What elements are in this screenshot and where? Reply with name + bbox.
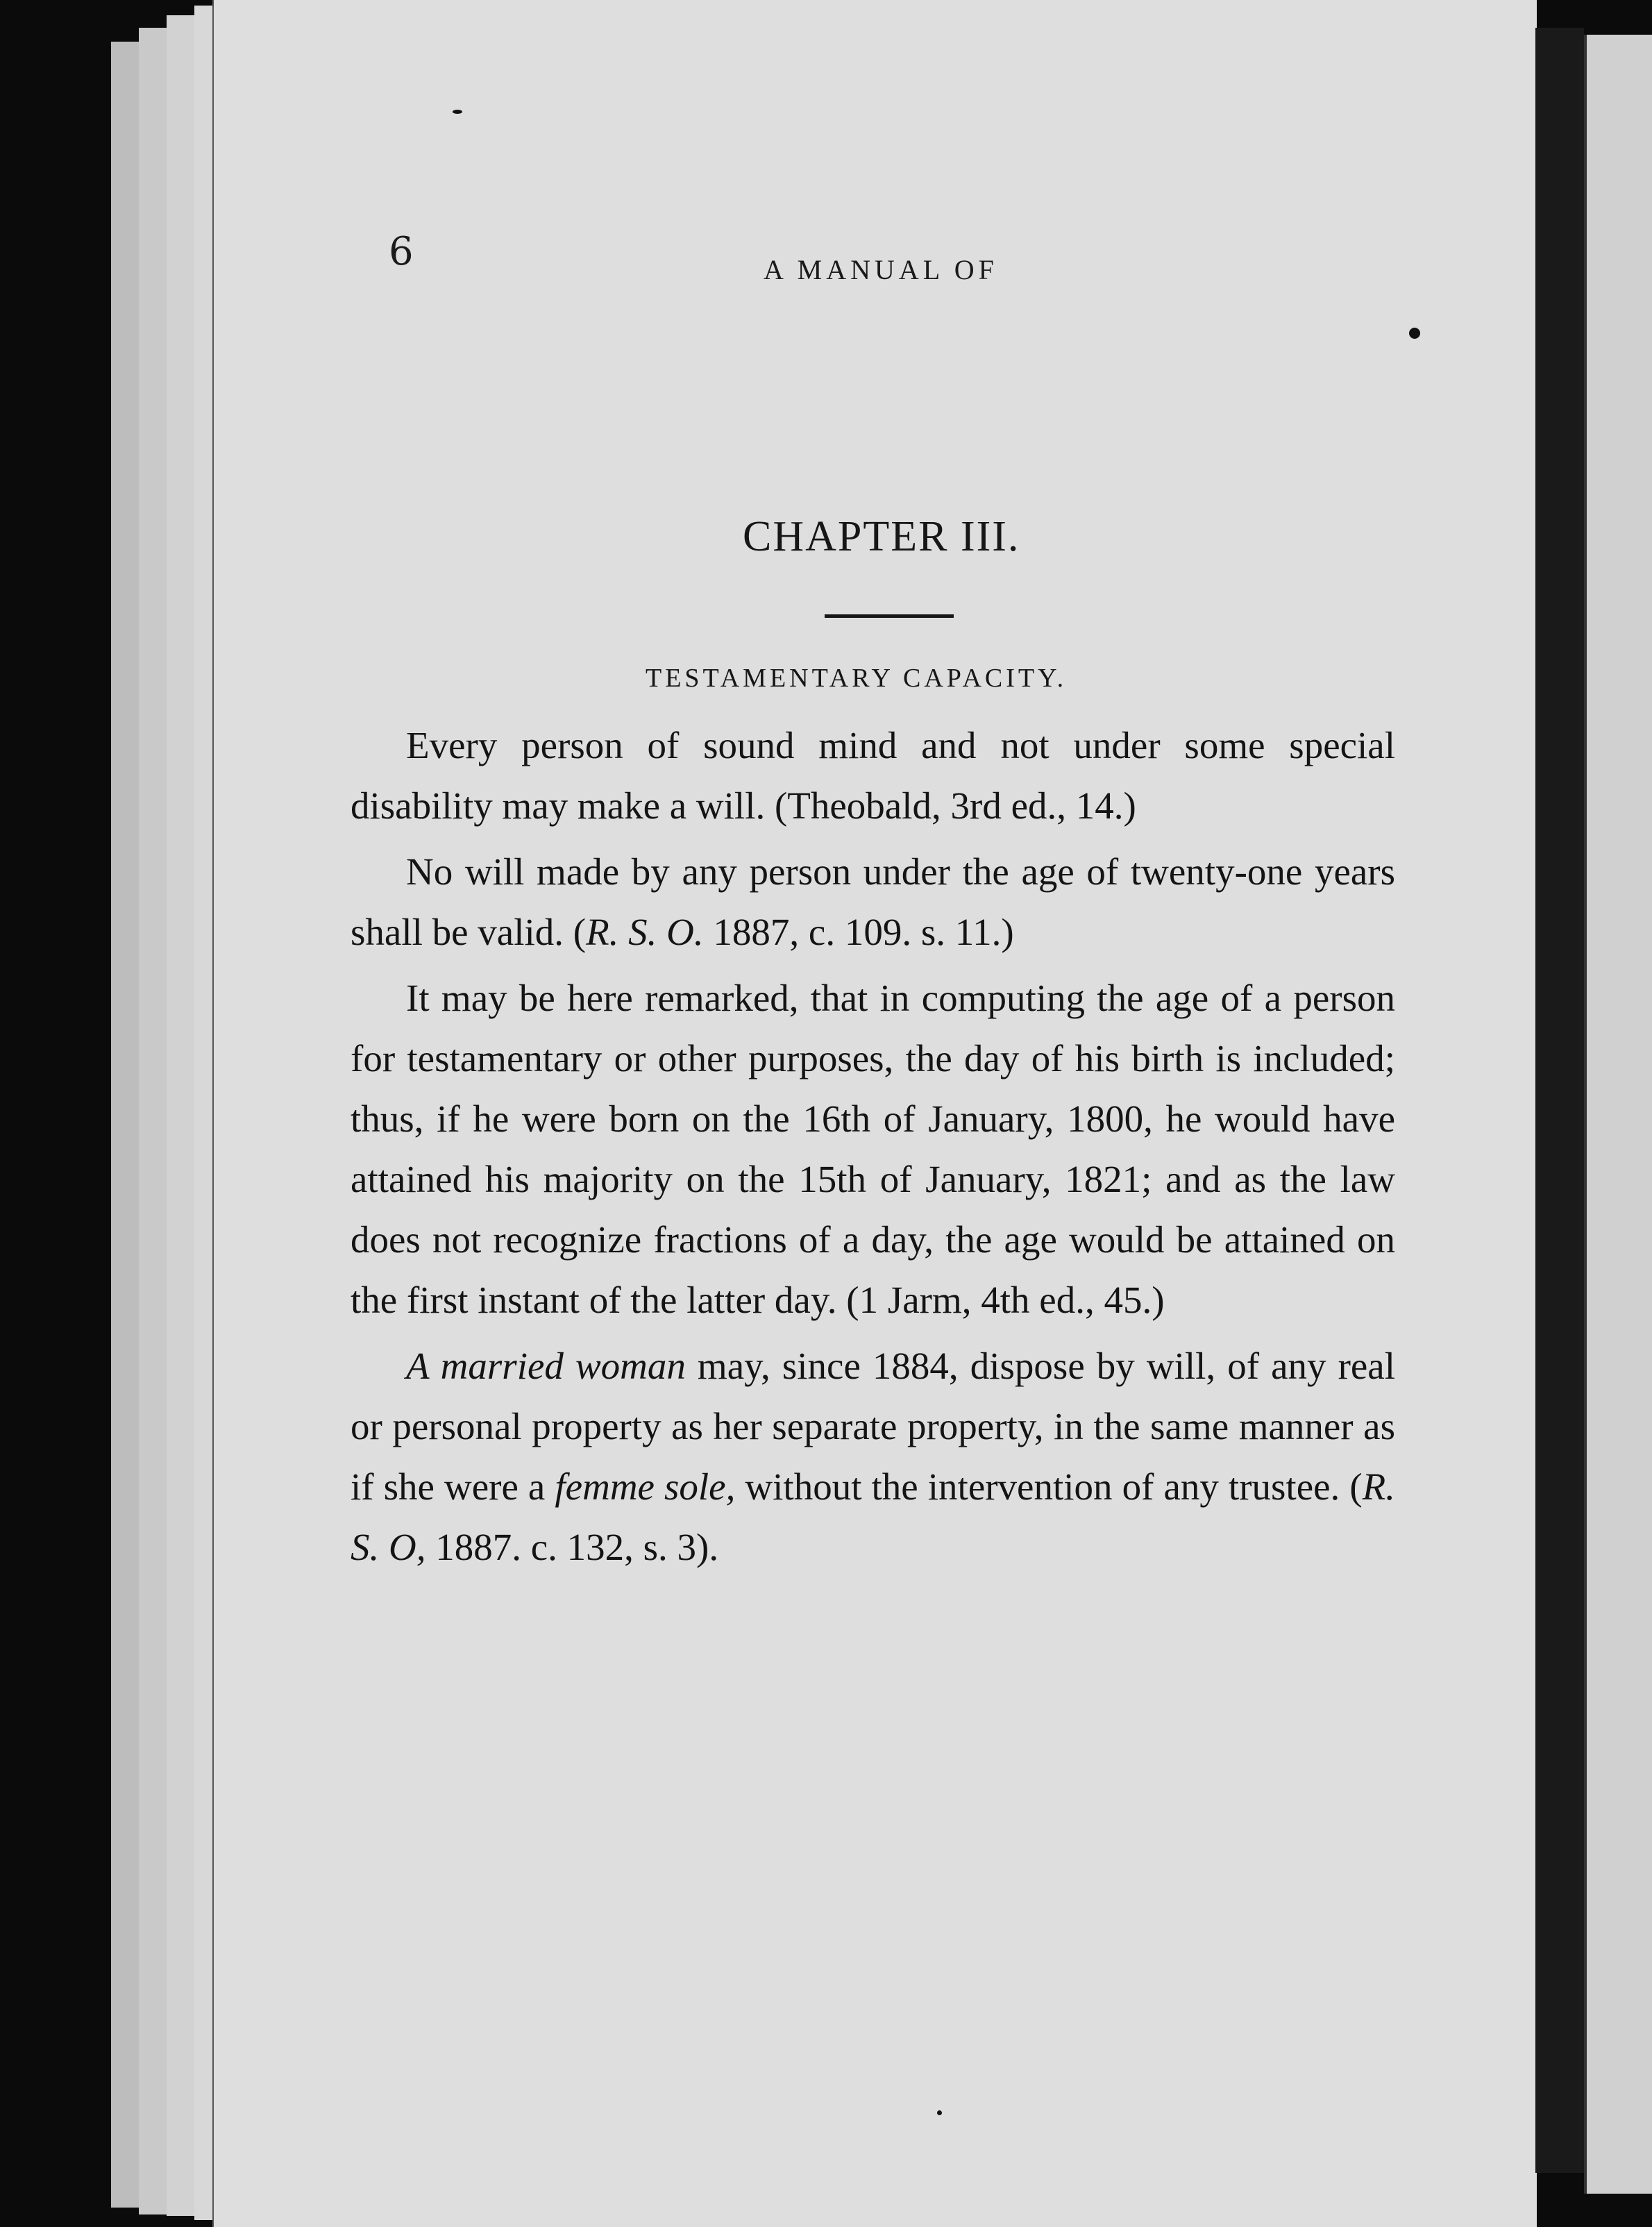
- facing-page-edge: [1584, 35, 1652, 2194]
- running-head: A MANUAL OF: [764, 254, 998, 285]
- body-text: [351, 715, 1395, 1583]
- paragraph-4: [351, 1336, 1395, 1577]
- paragraph-4-lead: A married woman: [406, 1345, 686, 1387]
- paragraph-3: It may be here remarked, that in computing the age of a person for testamentary or other purposes, the day of his birth is included; thus, if he were born on the 16th of January, 1800, he would have attained his majority on the 15th of January, 1821; and as the law does not recognize fractions of a day, the age would be attained on the first instant of the latter day. (1 Jarm, 4th ed., 45.): [351, 977, 1395, 1321]
- chapter-rule: [825, 614, 954, 618]
- page-edge: [167, 15, 196, 2216]
- page-edge: [111, 42, 141, 2208]
- binding-gutter: [1535, 28, 1584, 2173]
- paragraph-4-mid: without the intervention of any trustee. (: [735, 1465, 1363, 1508]
- paragraph-2: [351, 841, 1395, 962]
- paragraph-2-tail: 1887, c. 109. s. 11.): [703, 911, 1014, 953]
- paragraph-2-text: No will made by any person under the age of twenty-one years shall be valid. (: [351, 850, 1395, 953]
- paragraph-1: Every person of sound mind and not under some special disability may make a will. (Theobald, 3rd ed., 14.): [351, 724, 1395, 827]
- citation-rso: R. S. O,: [351, 1465, 1396, 1568]
- page-edge: [139, 28, 169, 2215]
- paragraph-4-text: may, since 1884, dispose by will, of any real or personal property as her separate property, in the same manner as if she were a: [351, 1345, 1395, 1508]
- ink-speck: [937, 2110, 942, 2115]
- ink-speck: [1409, 328, 1420, 339]
- citation-rso: R. S. O.: [586, 911, 704, 953]
- ink-speck: [453, 110, 462, 114]
- paragraph-4-tail: 1887. c. 132, s. 3).: [425, 1526, 719, 1568]
- section-title: TESTAMENTARY CAPACITY.: [646, 664, 1068, 693]
- chapter-title: CHAPTER III.: [743, 513, 1020, 560]
- page-number: 6: [389, 229, 414, 274]
- term-femme-sole: femme sole,: [555, 1465, 736, 1508]
